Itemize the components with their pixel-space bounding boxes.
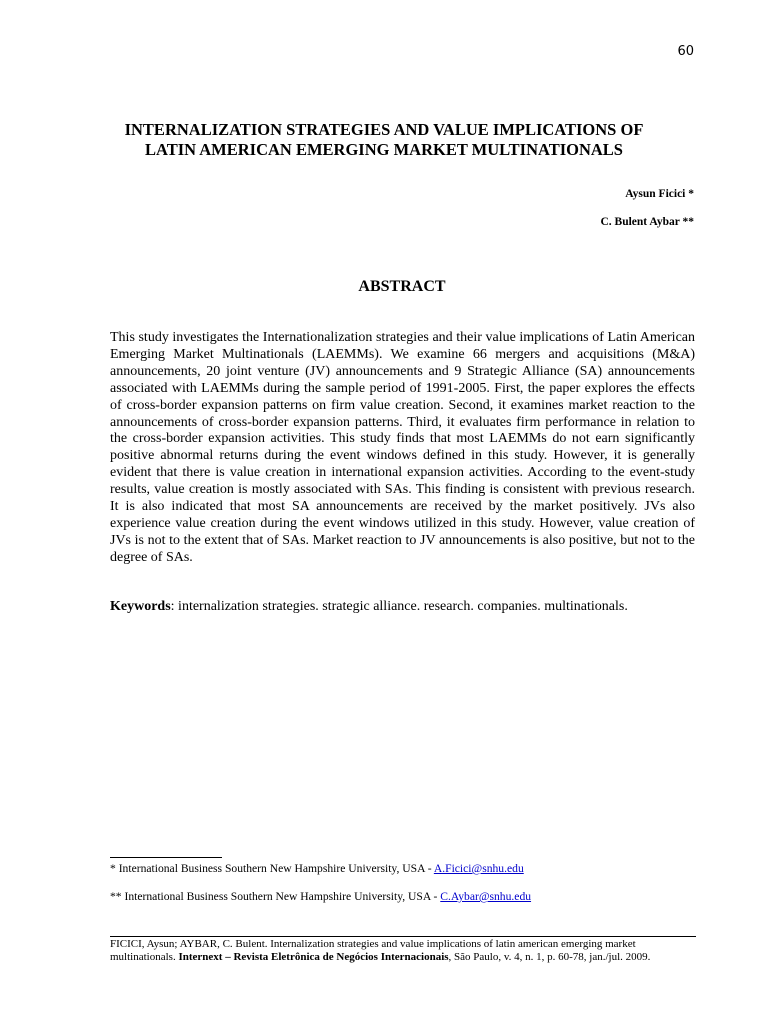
- footnote-separator: [110, 857, 222, 858]
- citation-separator: [110, 936, 696, 937]
- footnote-1: [110, 862, 695, 876]
- footnote-2-email-link[interactable]: C.Aybar@snhu.edu: [440, 890, 532, 903]
- citation-part-1: FICICI, Aysun; AYBAR, C. Bulent. Internalization strategies and value implications of latin american emerging market multinationals.: [110, 938, 636, 964]
- page-number: 60: [677, 44, 694, 59]
- keywords-label: Keywords: [110, 599, 171, 614]
- abstract-heading: ABSTRACT: [358, 278, 446, 295]
- title-line-2: LATIN AMERICAN EMERGING MARKET MULTINATIONALS: [145, 140, 623, 159]
- footnote-2: [110, 890, 695, 904]
- keywords-text: : internalization strategies. strategic alliance. research. companies. multinationals.: [170, 599, 628, 614]
- citation-part-2: , São Paulo, v. 4, n. 1, p. 60-78, jan./jul. 2009.: [448, 951, 651, 964]
- citation: [110, 938, 696, 964]
- footnote-1-text: * International Business Southern New Hampshire University, USA -: [110, 862, 434, 875]
- keywords: [110, 598, 695, 615]
- author-2: C. Bulent Aybar **: [600, 216, 694, 228]
- paper-title: [80, 120, 688, 160]
- title-line-1: INTERNALIZATION STRATEGIES AND VALUE IMPLICATIONS OF: [124, 120, 644, 139]
- abstract-text: This study investigates the Internationalization strategies and their value implications of Latin American Emerging Market Multinationals (LAEMMs). We examine 66 mergers and acquisitions (M&A) announcements, 20 joint venture (JV) announcements and 9 Strategic Alliance (SA) announcements associated with LAEMMs during the sample period of 1991-2005. First, the paper explores the effects of cross-border expansion patterns on firm value creation. Second, it examines market reaction to the announcements of cross-border expansion patterns. Third, it evaluates firm performance in relation to the cross-border expansion activities. This study finds that most LAEMMs do not earn significantly positive abnormal returns during the event windows defined in this study. However, it is generally evident that there is value creation in international expansion activities. According to the event-study results, value creation is mostly associated with SAs. This finding is consistent with previous research. It is also indicated that most SA announcements are received by the market positively. JVs also experience value creation during the event windows utilized in this study. However, value creation of JVs is not to the extent that of SAs. Market reaction to JV announcements is also positive, but not to the degree of SAs.: [110, 330, 695, 565]
- footnote-2-text: ** International Business Southern New Hampshire University, USA -: [110, 890, 441, 903]
- author-1: Aysun Ficici *: [625, 188, 694, 200]
- citation-journal: Internext – Revista Eletrônica de Negócios Internacionais: [178, 951, 449, 964]
- footnote-1-email-link[interactable]: A.Ficici@snhu.edu: [433, 862, 524, 875]
